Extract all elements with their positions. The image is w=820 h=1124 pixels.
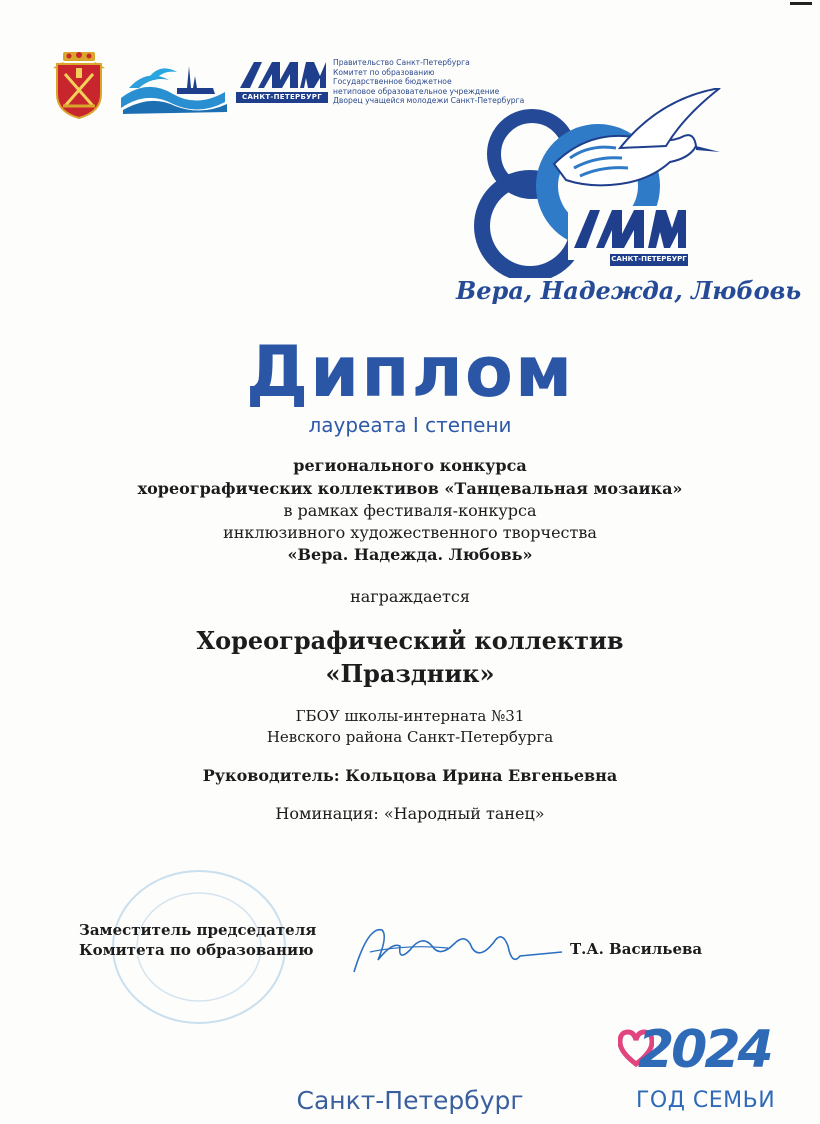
diploma-title: Диплом bbox=[245, 331, 575, 413]
position-line-2: Комитета по образованию bbox=[79, 941, 314, 959]
footer-city: Санкт-Петербург bbox=[296, 1086, 524, 1115]
contest-line-5: «Вера. Надежда. Любовь» bbox=[287, 545, 533, 564]
corner-mark bbox=[790, 2, 812, 5]
leader: Руководитель: Кольцова Ирина Евгеньевна bbox=[202, 766, 618, 785]
awarded-text: награждается bbox=[350, 587, 470, 606]
contest-line-1: регионального конкурса bbox=[293, 456, 527, 475]
dum-monogram-icon bbox=[236, 58, 328, 92]
school bbox=[0, 706, 820, 748]
palace-wave-logo bbox=[117, 58, 229, 116]
nomination: Номинация: «Народный танец» bbox=[275, 804, 545, 823]
coat-of-arms-icon bbox=[49, 50, 109, 120]
anniversary-80-emblem bbox=[470, 88, 730, 278]
header-line: нетиповое образовательное учреждение bbox=[333, 86, 500, 96]
dum-logo bbox=[236, 58, 328, 104]
dum-logo-city: САНКТ-ПЕТЕРБУРГ bbox=[236, 92, 328, 103]
recipient bbox=[0, 624, 820, 690]
contest-line-2: хореографических коллективов «Танцевальная мозаика» bbox=[137, 479, 683, 498]
recipient-line-1: Хореографический коллектив bbox=[196, 626, 624, 655]
header-line: Правительство Санкт-Петербурга bbox=[333, 58, 470, 67]
handwritten-signature bbox=[348, 916, 564, 982]
header-line: Комитет по образованию bbox=[333, 67, 435, 77]
recipient-line-2: «Праздник» bbox=[325, 659, 495, 688]
contest-line-4: инклюзивного художественного творчества bbox=[223, 523, 597, 542]
diploma-subtitle: лауреата I степени bbox=[308, 413, 512, 437]
school-line-2: Невского района Санкт-Петербурга bbox=[266, 728, 554, 746]
emblem-motto: Вера, Надежда, Любовь bbox=[456, 276, 802, 305]
year-number: 2024 bbox=[638, 1020, 771, 1080]
signatory-name: Т.А. Васильева bbox=[570, 940, 703, 958]
signatory-position bbox=[79, 920, 316, 960]
year-caption: ГОД СЕМЬИ bbox=[636, 1088, 776, 1113]
contest-line-3: в рамках фестиваля-конкурса bbox=[283, 501, 537, 520]
emblem-city: САНКТ-ПЕТЕРБУРГ bbox=[611, 255, 687, 263]
year-of-family-logo bbox=[614, 1020, 776, 1122]
header-line: Государственное бюджетное bbox=[333, 77, 452, 87]
header-line: Дворец учащейся молодежи Санкт-Петербурга bbox=[333, 96, 525, 106]
position-line-1: Заместитель председателя bbox=[79, 921, 317, 939]
school-line-1: ГБОУ школы-интерната №31 bbox=[295, 707, 525, 725]
